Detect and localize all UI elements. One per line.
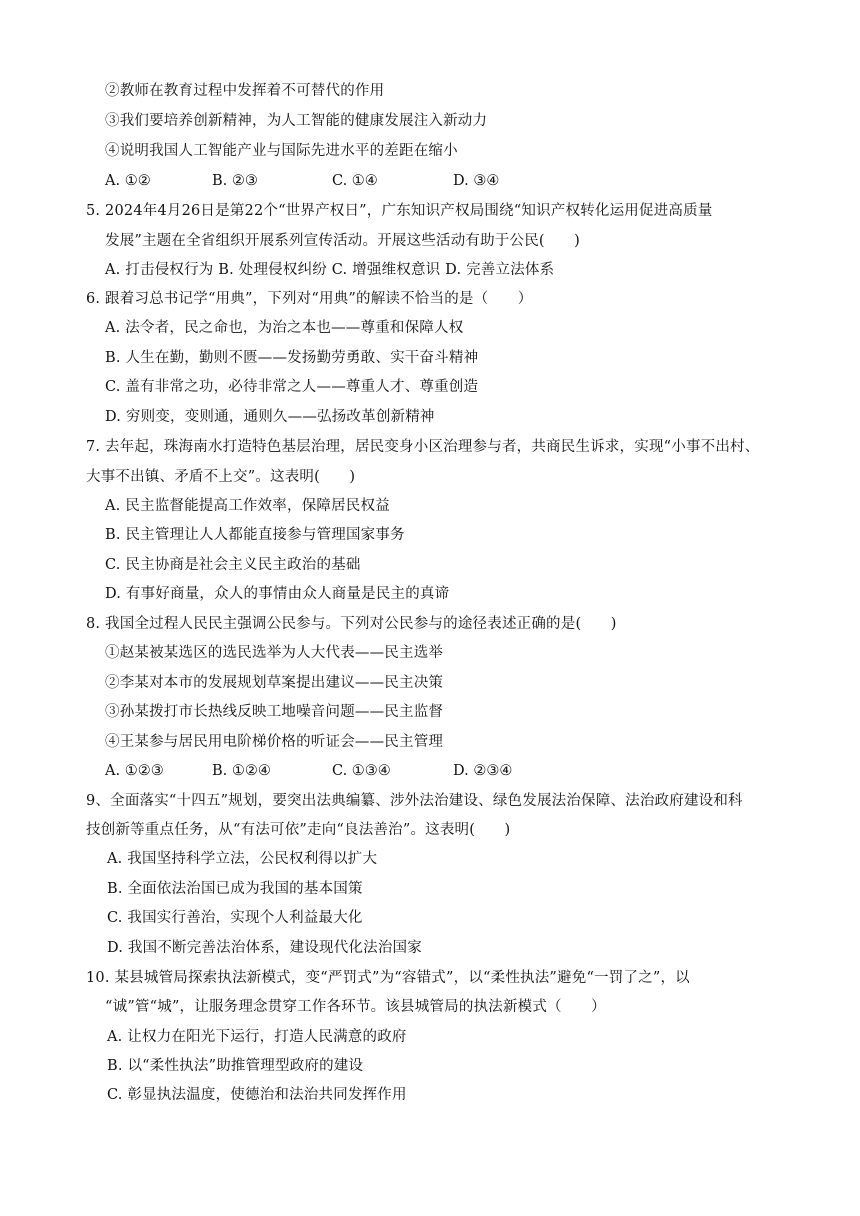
- option-a: A. ①②③: [105, 763, 164, 779]
- question-stem-cont: 技创新等重点任务，从“有法可依”走向“良法善治”。这表明( ): [86, 822, 511, 838]
- option-c: C. 我国实行善治，实现个人利益最大化: [107, 910, 363, 926]
- option-c: C. 彰显执法温度，使德治和法治共同发挥作用: [107, 1087, 407, 1103]
- question-stem: 10. 某县城管局探索执法新模式，变“严罚式”为“容错式”，以“柔性执法”避免“一罚了之”，以: [86, 970, 690, 986]
- question-stem-cont: 发展”主题在全省组织开展系列宣传活动。开展这些活动有助于公民( ): [105, 233, 581, 249]
- question-stem: 9、全面落实“十四五”规划，要突出法典编纂、涉外法治建设、绿色发展法治保障、法治政府建设和科: [86, 793, 743, 809]
- option-a: A. 让权力在阳光下运行，打造人民满意的政府: [107, 1029, 407, 1045]
- option-a: A. 民主监督能提高工作效率，保障居民权益: [105, 498, 390, 514]
- option-b: B. ①②④: [212, 763, 271, 779]
- option-d: D. 有事好商量，众人的事情由众人商量是民主的真谛: [105, 586, 450, 602]
- option-d: D. ③④: [453, 173, 500, 189]
- option-b: B. 人生在勤，勤则不匮——发扬勤劳勇敢、实干奋斗精神: [105, 350, 479, 366]
- statement-4: ④王某参与居民用电阶梯价格的听证会——民主管理: [105, 734, 444, 750]
- option-d: D. 穷则变，变则通，通则久——弘扬改革创新精神: [105, 409, 435, 425]
- options-row: A. 打击侵权行为 B. 处理侵权纠纷 C. 增强维权意识 D. 完善立法体系: [105, 262, 555, 278]
- question-stem-cont: 大事不出镇、矛盾不上交”。这表明( ): [86, 469, 356, 485]
- statement-3: ③孙某拨打市长热线反映工地噪音问题——民主监督: [105, 704, 444, 720]
- option-d: D. 我国不断完善法治体系，建设现代化法治国家: [107, 940, 422, 956]
- option-c: C. 盖有非常之功，必待非常之人——尊重人才、尊重创造: [105, 379, 479, 395]
- option-c: C. 民主协商是社会主义民主政治的基础: [105, 557, 361, 573]
- option-b: B. 全面依法治国已成为我国的基本国策: [107, 881, 363, 897]
- question-stem-cont: “诚”管“城”，让服务理念贯穿工作各环节。该县城管局的执法新模式（ ）: [105, 999, 606, 1015]
- statement-2: ②教师在教育过程中发挥着不可替代的作用: [105, 83, 385, 99]
- statement-2: ②李某对本市的发展规划草案提出建议——民主决策: [105, 675, 444, 691]
- option-b: B. 以“柔性执法”助推管理型政府的建设: [107, 1058, 364, 1074]
- option-b: B. ②③: [212, 173, 258, 189]
- option-a: A. 法令者，民之命也，为治之本也——尊重和保障人权: [105, 320, 464, 336]
- question-stem: 5. 2024年4月26日是第22个“世界产权日”，广东知识产权局围绕“知识产权转化运用促进高质量: [86, 203, 713, 219]
- statement-1: ①赵某被某选区的选民选举为人大代表——民主选举: [105, 645, 444, 661]
- statement-4: ④说明我国人工智能产业与国际先进水平的差距在缩小: [105, 143, 458, 159]
- option-c: C. ①③④: [332, 763, 391, 779]
- question-stem: 8. 我国全过程人民民主强调公民参与。下列对公民参与的途径表述正确的是( ): [86, 616, 617, 632]
- option-b: B. 民主管理让人人都能直接参与管理国家事务: [105, 527, 405, 543]
- option-a: A. 我国坚持科学立法，公民权利得以扩大: [107, 851, 378, 867]
- option-d: D. ②③④: [453, 763, 513, 779]
- question-stem: 6. 跟着习总书记学“用典”，下列对“用典”的解读不恰当的是（ ）: [86, 291, 533, 307]
- question-stem: 7. 去年起，珠海南水打造特色基层治理，居民变身小区治理参与者，共商民生诉求，实现“小事不出村、: [86, 439, 760, 455]
- option-a: A. ①②: [105, 173, 151, 189]
- statement-3: ③我们要培养创新精神，为人工智能的健康发展注入新动力: [105, 113, 488, 129]
- option-c: C. ①④: [332, 173, 378, 189]
